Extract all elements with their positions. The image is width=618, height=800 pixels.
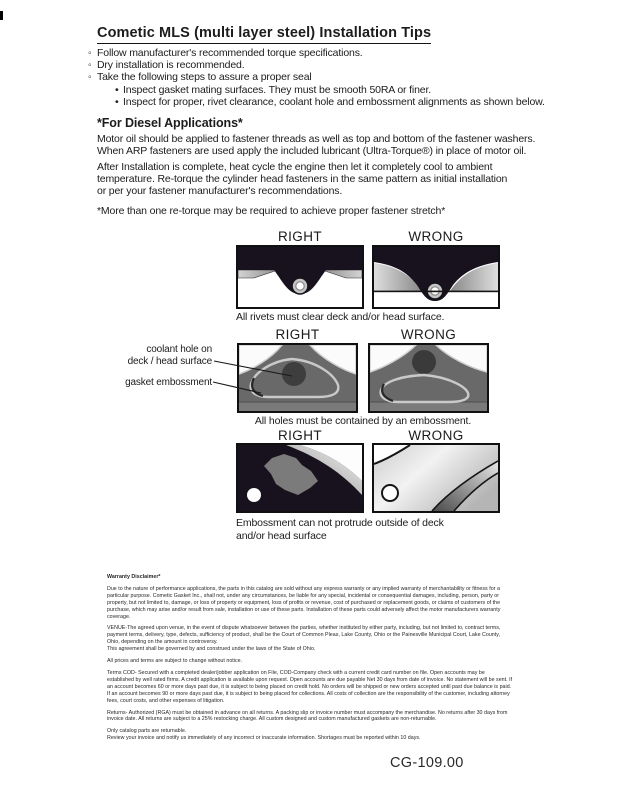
wrong-label: WRONG (408, 229, 464, 244)
list-item-text: Take the following steps to assure a proper seal (97, 71, 312, 84)
circle-bullet-icon (88, 59, 97, 71)
list-item-text: Follow manufacturer's recommended torque specifications. (97, 47, 363, 59)
coolant-hole-icon (412, 350, 436, 374)
list-item (88, 59, 545, 71)
legal-paragraph: Terms COD- Secured with a completed dealer/jobber application on File, COD-Company check with a current credit card number on file. Open accounts may be established by well rated firms. A credit application is available upon request. Open accounts are due payable Net 30 days from date of invoice. No statement will be sent. If an account becomes 60 or more days past due, it is subject to being placed on credit hold. No orders will be shipped or new orders accepted until past due balance is paid. If an account becomes 90 or more days past due, it is subject to being placed for collections. All costs of collection are the responsibility of the customer, including attorney fees, court costs, and other expenses of litigation. (107, 669, 513, 704)
deck-surface-line (374, 291, 498, 293)
caption-line: and/or head surface (236, 529, 327, 542)
callout-line: deck / head surface (127, 355, 212, 367)
list-item-text: Inspect gasket mating surfaces. They must be smooth 50RA or finer. (123, 83, 431, 96)
legal-paragraph: VENUE-The agreed upon venue, in the event of dispute whatsoever between the parties, whether instituted by either party, including, but not limited to, contract terms, payment terms, delivery, type, defects, sufficiency of product, shall be the Court of Common Pleas, Lake County, Ohio or the Painesville Municipal Court, Lake County, Ohio, depending on the amount in controversy. (107, 625, 501, 646)
diesel-paragraph-1 (97, 133, 535, 157)
sub-list-item (115, 84, 545, 96)
dot-bullet-icon (115, 96, 123, 108)
sub-list-item (115, 96, 545, 108)
callout-line: coolant hole on (146, 344, 212, 355)
paragraph-line: Motor oil should be applied to fastener threads as well as top and bottom of the fastener washers. (97, 133, 536, 145)
list-item-text: Inspect for proper, rivet clearance, coolant hole and embossment alignments as shown below. (123, 95, 545, 108)
paragraph-line: or per your fastener manufacturer's recommendations. (97, 185, 343, 198)
diesel-applications-heading: *For Diesel Applications* (97, 116, 243, 130)
right-label: RIGHT (278, 428, 322, 443)
circle-bullet-icon (88, 71, 97, 83)
paragraph-line: temperature. Re-torque the cylinder head fasteners in the same pattern as initial installation (97, 173, 508, 186)
warranty-disclaimer-heading: Warranty Disclaimer* (107, 574, 161, 580)
installation-tips-list (88, 47, 545, 108)
rivet-clearance-right-diagram (236, 245, 364, 309)
legal-paragraph: All prices and terms are subject to change without notice. (107, 658, 243, 665)
gasket-embossment-callout-label: gasket embossment (125, 377, 212, 388)
set3-caption (236, 517, 444, 542)
diesel-paragraph-2 (97, 161, 507, 198)
legal-paragraph: Due to the nature of performance applications, the parts in this catalog are sold without any express warranty or any implied warranty of merchantability or fitness for a particular purpose. Cometic Gasket Inc., shall not, under any circumstances, be liable for any special, incidental or consequential damages, including, person, party or property, but not limited to, damage, or loss of property or equipment, loss of profits or revenue, cost of purchased or replacement goods, or claims of customers of the purchase, which may arise and/or result from sale, installation or use of these parts. Installation of these parts could adversely affect the motor manufacturers warranty coverage. (107, 585, 501, 620)
set2-caption: All holes must be contained by an embossment. (254, 415, 472, 427)
right-label: RIGHT (278, 229, 322, 244)
coolant-hole-icon (282, 362, 306, 386)
scan-artifact-mark (0, 11, 3, 20)
caption-line: Embossment can not protrude outside of deck (236, 517, 444, 529)
embossment-right-diagram (236, 443, 364, 513)
wrong-label: WRONG (408, 428, 464, 443)
paragraph-line: When ARP fasteners are used apply the included lubricant (Ultra-Torque®) in place of motor oil. (97, 145, 527, 158)
bolt-hole-icon (382, 485, 398, 501)
embossment-wrong-diagram (372, 443, 500, 513)
bolt-hole-icon (247, 488, 261, 502)
coolant-hole-right-diagram (237, 343, 358, 413)
rivet-clearance-wrong-diagram (372, 245, 500, 309)
page-number: CG-109.00 (390, 755, 464, 771)
list-item-text: Dry installation is recommended. (97, 59, 245, 72)
right-label: RIGHT (275, 327, 320, 342)
retorque-note: *More than one re-torque may be required to achieve proper fastener stretch* (97, 205, 446, 217)
warranty-disclaimer-block (107, 574, 513, 742)
rivet-icon (292, 278, 308, 294)
coolant-hole-callout-label (112, 344, 212, 367)
wrong-label: WRONG (400, 327, 457, 342)
legal-paragraph: Returns- Authorized (RGA) must be obtained in advance on all returns. A packing slip or invoice number must accompany the merchandise. No returns after 30 days from invoice date. All returns are subject to a 25% restocking charge. All custom designed and custom manufactured gaskets are non-returnable. (107, 709, 508, 723)
paragraph-line: After Installation is complete, heat cycle the engine then let it completely cool to ambient (97, 161, 493, 173)
set1-caption: All rivets must clear deck and/or head surface. (236, 311, 445, 323)
list-item (88, 71, 545, 83)
list-item (88, 47, 545, 59)
dot-bullet-icon (115, 84, 123, 96)
coolant-hole-wrong-diagram (368, 343, 489, 413)
legal-paragraph: Only catalog parts are returnable. (107, 728, 187, 735)
circle-bullet-icon (88, 47, 97, 59)
legal-paragraph: This agreement shall be governed by and construed under the laws of the State of Ohio. (107, 646, 316, 653)
legal-paragraph: Review your invoice and notify us immediately of any incorrect or inaccurate information. Shortages must be reported within 10 days. (107, 735, 421, 742)
page-title: Cometic MLS (multi layer steel) Installation Tips (97, 25, 431, 44)
